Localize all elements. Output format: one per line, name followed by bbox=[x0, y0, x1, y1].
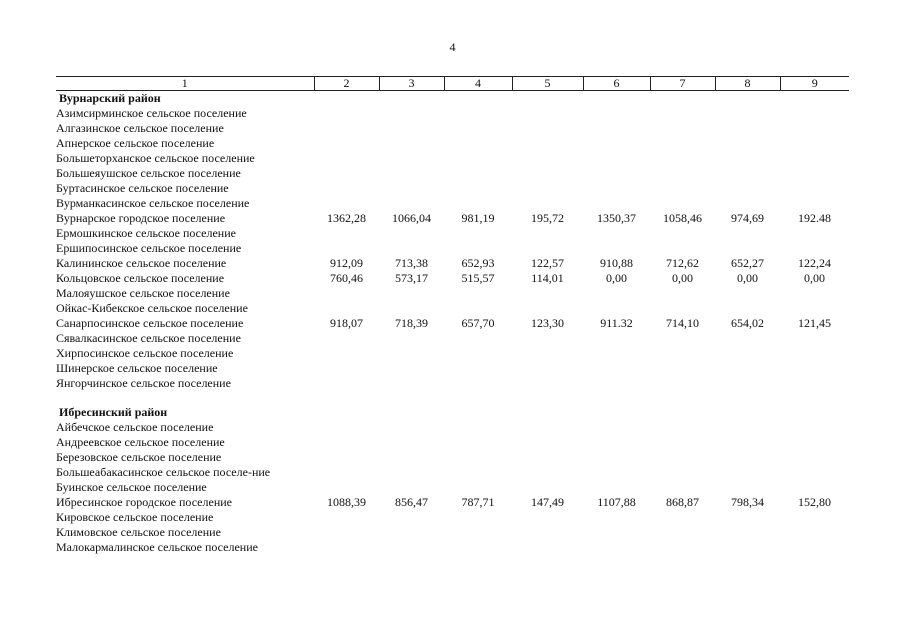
value-col-9 bbox=[780, 226, 849, 241]
value-col-4 bbox=[444, 196, 512, 211]
value-col-6 bbox=[583, 166, 650, 181]
table-row bbox=[56, 540, 849, 555]
value-col-7 bbox=[650, 376, 715, 391]
value-col-7 bbox=[650, 480, 715, 495]
value-col-2: 1088,39 bbox=[327, 495, 366, 509]
value-col-5 bbox=[512, 435, 583, 450]
settlement-name: Ермошкинское сельское поселение bbox=[56, 226, 236, 240]
value-col-4 bbox=[444, 361, 512, 376]
value-col-7 bbox=[650, 435, 715, 450]
value-col-5 bbox=[512, 121, 583, 136]
value-col-3 bbox=[379, 361, 444, 376]
column-header-9: 9 bbox=[780, 77, 849, 91]
settlement-name: Вурманкасинское сельское поселение bbox=[56, 196, 250, 210]
value-col-9: 122,24 bbox=[798, 256, 831, 270]
table-row bbox=[56, 465, 849, 480]
value-col-3 bbox=[379, 286, 444, 301]
settlement-name: Буртасинское сельское поселение bbox=[56, 181, 229, 195]
value-col-5 bbox=[512, 226, 583, 241]
value-col-2 bbox=[314, 376, 379, 391]
section-spacer bbox=[56, 391, 849, 405]
value-col-2 bbox=[314, 420, 379, 435]
value-col-4: 657,70 bbox=[461, 316, 495, 330]
value-col-4 bbox=[444, 166, 512, 181]
value-col-6 bbox=[583, 525, 650, 540]
value-col-6 bbox=[583, 121, 650, 136]
column-header-5: 5 bbox=[512, 77, 583, 91]
value-col-4 bbox=[444, 181, 512, 196]
table-row bbox=[56, 435, 849, 450]
table-row bbox=[56, 301, 849, 316]
value-col-5 bbox=[512, 540, 583, 555]
value-col-7 bbox=[650, 331, 715, 346]
value-col-5 bbox=[512, 331, 583, 346]
value-col-2 bbox=[314, 196, 379, 211]
value-col-5 bbox=[512, 196, 583, 211]
settlement-name: Кольцовское сельское поселение bbox=[56, 271, 225, 285]
value-col-2 bbox=[314, 361, 379, 376]
value-col-7 bbox=[650, 346, 715, 361]
value-col-4 bbox=[444, 151, 512, 166]
settlement-name: Андреевское сельское поселение bbox=[56, 435, 225, 449]
value-col-8 bbox=[715, 151, 780, 166]
settlement-name: Малояушское сельское поселение bbox=[56, 286, 230, 300]
value-col-2 bbox=[314, 331, 379, 346]
value-col-8 bbox=[715, 121, 780, 136]
value-col-7 bbox=[650, 181, 715, 196]
value-col-6 bbox=[583, 346, 650, 361]
value-col-3 bbox=[379, 346, 444, 361]
value-col-3 bbox=[379, 196, 444, 211]
value-col-6 bbox=[583, 301, 650, 316]
table-row bbox=[56, 241, 849, 256]
value-col-3 bbox=[379, 331, 444, 346]
settlement-name: Малокармалинское сельское поселение bbox=[56, 540, 258, 554]
value-col-9 bbox=[780, 331, 849, 346]
value-col-4 bbox=[444, 346, 512, 361]
value-col-5: 195,72 bbox=[531, 211, 564, 225]
value-col-3 bbox=[379, 465, 444, 480]
value-col-8 bbox=[715, 286, 780, 301]
value-col-4 bbox=[444, 241, 512, 256]
district-name: Ибресинский район bbox=[59, 405, 168, 419]
value-col-9 bbox=[780, 540, 849, 555]
settlement-name: Азимсирминское сельское поселение bbox=[56, 106, 247, 120]
value-col-6 bbox=[583, 331, 650, 346]
value-col-8 bbox=[715, 181, 780, 196]
value-col-5: 123,30 bbox=[531, 316, 564, 330]
settlement-name: Янгорчинское сельское поселение bbox=[56, 376, 231, 390]
value-col-2 bbox=[314, 301, 379, 316]
value-col-8 bbox=[715, 420, 780, 435]
column-header-1: 1 bbox=[56, 77, 314, 91]
table-row bbox=[56, 166, 849, 181]
value-col-6 bbox=[583, 361, 650, 376]
value-col-6: 0,00 bbox=[606, 271, 627, 285]
value-col-7 bbox=[650, 136, 715, 151]
value-col-4 bbox=[444, 450, 512, 465]
settlement-name: Ойкас-Кибекское сельское поселение bbox=[56, 301, 248, 315]
table-row bbox=[56, 331, 849, 346]
value-col-3 bbox=[379, 510, 444, 525]
value-col-9 bbox=[780, 510, 849, 525]
value-col-7: 714,10 bbox=[666, 316, 699, 330]
value-col-9 bbox=[780, 106, 849, 121]
value-col-3: 1066,04 bbox=[392, 211, 431, 225]
value-col-6: 1350,37 bbox=[597, 211, 636, 225]
value-col-5: 114,01 bbox=[531, 271, 564, 285]
value-col-8 bbox=[715, 136, 780, 151]
value-col-3 bbox=[379, 181, 444, 196]
table-row bbox=[56, 525, 849, 540]
value-col-5 bbox=[512, 181, 583, 196]
value-col-6 bbox=[583, 136, 650, 151]
value-col-4 bbox=[444, 435, 512, 450]
value-col-9 bbox=[780, 525, 849, 540]
value-col-9 bbox=[780, 435, 849, 450]
value-col-9 bbox=[780, 450, 849, 465]
table-row bbox=[56, 151, 849, 166]
settlement-name: Большеяушское сельское поселение bbox=[56, 166, 241, 180]
value-col-6: 911.32 bbox=[600, 316, 633, 330]
value-col-7: 0,00 bbox=[672, 271, 693, 285]
value-col-3 bbox=[379, 540, 444, 555]
value-col-2: 918,07 bbox=[330, 316, 363, 330]
value-col-2 bbox=[314, 151, 379, 166]
district-name: Вурнарский район bbox=[59, 91, 161, 105]
header-row bbox=[56, 77, 849, 91]
value-col-2: 912,09 bbox=[330, 256, 363, 270]
settlement-name: Березовское сельское поселение bbox=[56, 450, 222, 464]
value-col-6 bbox=[583, 465, 650, 480]
value-col-9 bbox=[780, 121, 849, 136]
table-row bbox=[56, 495, 849, 510]
table-row bbox=[56, 361, 849, 376]
value-col-8 bbox=[715, 465, 780, 480]
settlement-name: Хирпосинское сельское поселение bbox=[56, 346, 234, 360]
value-col-3 bbox=[379, 151, 444, 166]
value-col-4 bbox=[444, 136, 512, 151]
value-col-5 bbox=[512, 420, 583, 435]
table-row bbox=[56, 286, 849, 301]
value-col-5: 122,57 bbox=[531, 256, 564, 270]
value-col-6 bbox=[583, 376, 650, 391]
value-col-7 bbox=[650, 361, 715, 376]
value-col-8 bbox=[715, 226, 780, 241]
value-col-9: 0,00 bbox=[804, 271, 825, 285]
value-col-8 bbox=[715, 450, 780, 465]
value-col-5 bbox=[512, 241, 583, 256]
table-row bbox=[56, 316, 849, 331]
column-header-3: 3 bbox=[379, 77, 444, 91]
value-col-8 bbox=[715, 166, 780, 181]
settlement-name: Буинское сельское поселение bbox=[56, 480, 207, 494]
value-col-5 bbox=[512, 301, 583, 316]
value-col-6 bbox=[583, 286, 650, 301]
value-col-2 bbox=[314, 525, 379, 540]
value-col-8: 652,27 bbox=[731, 256, 764, 270]
value-col-7 bbox=[650, 166, 715, 181]
value-col-2 bbox=[314, 121, 379, 136]
value-col-6 bbox=[583, 106, 650, 121]
value-col-6 bbox=[583, 226, 650, 241]
value-col-5 bbox=[512, 136, 583, 151]
value-col-5 bbox=[512, 166, 583, 181]
value-col-8 bbox=[715, 510, 780, 525]
value-col-5 bbox=[512, 480, 583, 495]
value-col-7 bbox=[650, 510, 715, 525]
table-row bbox=[56, 271, 849, 286]
value-col-8 bbox=[715, 346, 780, 361]
value-col-2 bbox=[314, 226, 379, 241]
value-col-4 bbox=[444, 510, 512, 525]
value-col-8 bbox=[715, 525, 780, 540]
value-col-8 bbox=[715, 241, 780, 256]
value-col-6 bbox=[583, 196, 650, 211]
settlement-name: Сявалкасинское сельское поселение bbox=[56, 331, 241, 345]
value-col-4: 652,93 bbox=[461, 256, 495, 270]
value-col-2 bbox=[314, 435, 379, 450]
value-col-3 bbox=[379, 420, 444, 435]
settlement-name: Шинерское сельское поселение bbox=[56, 361, 218, 375]
value-col-7 bbox=[650, 286, 715, 301]
value-col-8: 974,69 bbox=[731, 211, 764, 225]
settlement-name: Большеабакасинское сельское поселе-ние bbox=[56, 465, 271, 479]
value-col-5 bbox=[512, 525, 583, 540]
value-col-8 bbox=[715, 540, 780, 555]
table-row bbox=[56, 136, 849, 151]
value-col-2 bbox=[314, 346, 379, 361]
value-col-9 bbox=[780, 465, 849, 480]
value-col-5 bbox=[512, 510, 583, 525]
table-row bbox=[56, 106, 849, 121]
value-col-2 bbox=[314, 136, 379, 151]
value-col-9 bbox=[780, 346, 849, 361]
value-col-9 bbox=[780, 166, 849, 181]
settlement-name: Климовское сельское поселение bbox=[56, 525, 221, 539]
column-header-2: 2 bbox=[314, 77, 379, 91]
settlement-name: Ибресинское городское поселение bbox=[56, 495, 232, 509]
value-col-5 bbox=[512, 450, 583, 465]
value-col-2 bbox=[314, 480, 379, 495]
table-row bbox=[56, 346, 849, 361]
value-col-8: 654,02 bbox=[731, 316, 764, 330]
district-heading-row bbox=[56, 91, 849, 107]
value-col-9 bbox=[780, 196, 849, 211]
value-col-2: 1362,28 bbox=[327, 211, 366, 225]
value-col-9: 152,80 bbox=[798, 495, 831, 509]
value-col-2 bbox=[314, 450, 379, 465]
data-table bbox=[56, 76, 849, 555]
value-col-3 bbox=[379, 136, 444, 151]
value-col-9 bbox=[780, 151, 849, 166]
settlement-name: Большеторханское сельское поселение bbox=[56, 151, 255, 165]
value-col-9 bbox=[780, 301, 849, 316]
table-row bbox=[56, 256, 849, 271]
settlement-name: Апнерское сельское поселение bbox=[56, 136, 215, 150]
value-col-6 bbox=[583, 450, 650, 465]
value-col-9: 192.48 bbox=[798, 211, 831, 225]
settlement-name: Вурнарское городское поселение bbox=[56, 211, 226, 225]
value-col-3 bbox=[379, 480, 444, 495]
value-col-8 bbox=[715, 361, 780, 376]
value-col-8: 798,34 bbox=[731, 495, 764, 509]
value-col-8 bbox=[715, 435, 780, 450]
table-row bbox=[56, 480, 849, 495]
value-col-4 bbox=[444, 286, 512, 301]
table-row bbox=[56, 211, 849, 226]
value-col-7 bbox=[650, 540, 715, 555]
value-col-7 bbox=[650, 151, 715, 166]
settlement-name: Айбечское сельское поселение bbox=[56, 420, 214, 434]
value-col-9 bbox=[780, 136, 849, 151]
value-col-8 bbox=[715, 480, 780, 495]
value-col-8 bbox=[715, 301, 780, 316]
value-col-9 bbox=[780, 376, 849, 391]
value-col-2 bbox=[314, 241, 379, 256]
value-col-7 bbox=[650, 241, 715, 256]
value-col-6: 1107,88 bbox=[597, 495, 636, 509]
value-col-3 bbox=[379, 226, 444, 241]
table-row bbox=[56, 196, 849, 211]
value-col-2 bbox=[314, 106, 379, 121]
value-col-2 bbox=[314, 166, 379, 181]
value-col-4 bbox=[444, 376, 512, 391]
value-col-3 bbox=[379, 166, 444, 181]
value-col-4: 787,71 bbox=[461, 495, 495, 509]
value-col-4 bbox=[444, 420, 512, 435]
value-col-2 bbox=[314, 465, 379, 480]
value-col-7: 868,87 bbox=[666, 495, 699, 509]
value-col-6 bbox=[583, 181, 650, 196]
value-col-2: 760,46 bbox=[330, 271, 363, 285]
value-col-3 bbox=[379, 121, 444, 136]
value-col-7 bbox=[650, 196, 715, 211]
value-col-6 bbox=[583, 540, 650, 555]
settlement-name: Ершипосинское сельское поселение bbox=[56, 241, 242, 255]
value-col-4 bbox=[444, 121, 512, 136]
value-col-4 bbox=[444, 480, 512, 495]
value-col-4: 515,57 bbox=[461, 271, 495, 285]
value-col-9 bbox=[780, 420, 849, 435]
value-col-5 bbox=[512, 286, 583, 301]
value-col-8 bbox=[715, 196, 780, 211]
value-col-6: 910,88 bbox=[600, 256, 633, 270]
value-col-7 bbox=[650, 301, 715, 316]
value-col-7 bbox=[650, 106, 715, 121]
value-col-6 bbox=[583, 420, 650, 435]
value-col-3 bbox=[379, 525, 444, 540]
value-col-6 bbox=[583, 510, 650, 525]
value-col-2 bbox=[314, 286, 379, 301]
table-body bbox=[56, 91, 849, 556]
value-col-7 bbox=[650, 420, 715, 435]
value-col-9 bbox=[780, 480, 849, 495]
value-col-6 bbox=[583, 151, 650, 166]
value-col-7 bbox=[650, 121, 715, 136]
value-col-8 bbox=[715, 376, 780, 391]
value-col-7: 1058,46 bbox=[663, 211, 702, 225]
district-heading-row bbox=[56, 405, 849, 420]
value-col-4 bbox=[444, 525, 512, 540]
column-header-8: 8 bbox=[715, 77, 780, 91]
value-col-4 bbox=[444, 226, 512, 241]
value-col-7 bbox=[650, 226, 715, 241]
value-col-2 bbox=[314, 181, 379, 196]
value-col-3: 573,17 bbox=[395, 271, 428, 285]
value-col-7 bbox=[650, 525, 715, 540]
value-col-3 bbox=[379, 376, 444, 391]
value-col-3 bbox=[379, 435, 444, 450]
settlement-name: Санарпосинское сельское поселение bbox=[56, 316, 244, 330]
value-col-5 bbox=[512, 106, 583, 121]
value-col-9 bbox=[780, 181, 849, 196]
table-row bbox=[56, 420, 849, 435]
value-col-4 bbox=[444, 331, 512, 346]
value-col-9 bbox=[780, 241, 849, 256]
value-col-3: 856,47 bbox=[395, 495, 428, 509]
value-col-6 bbox=[583, 480, 650, 495]
table-row bbox=[56, 376, 849, 391]
value-col-5 bbox=[512, 361, 583, 376]
value-col-3: 718,39 bbox=[395, 316, 428, 330]
value-col-4: 981,19 bbox=[461, 211, 495, 225]
value-col-3 bbox=[379, 450, 444, 465]
value-col-9 bbox=[780, 361, 849, 376]
value-col-4 bbox=[444, 540, 512, 555]
column-header-6: 6 bbox=[583, 77, 650, 91]
value-col-5 bbox=[512, 376, 583, 391]
settlement-name: Калининское сельское поселение bbox=[56, 256, 227, 270]
table-row bbox=[56, 226, 849, 241]
value-col-4 bbox=[444, 465, 512, 480]
value-col-6 bbox=[583, 435, 650, 450]
value-col-2 bbox=[314, 540, 379, 555]
value-col-3: 713,38 bbox=[395, 256, 428, 270]
value-col-9 bbox=[780, 286, 849, 301]
value-col-2 bbox=[314, 510, 379, 525]
table-row bbox=[56, 121, 849, 136]
table-row bbox=[56, 510, 849, 525]
column-header-7: 7 bbox=[650, 77, 715, 91]
value-col-8 bbox=[715, 331, 780, 346]
value-col-8 bbox=[715, 106, 780, 121]
value-col-7 bbox=[650, 465, 715, 480]
value-col-3 bbox=[379, 301, 444, 316]
table-row bbox=[56, 450, 849, 465]
value-col-5 bbox=[512, 151, 583, 166]
value-col-4 bbox=[444, 301, 512, 316]
value-col-3 bbox=[379, 241, 444, 256]
settlement-name: Кировское сельское поселение bbox=[56, 510, 214, 524]
table-row bbox=[56, 181, 849, 196]
page-number: 4 bbox=[449, 40, 456, 54]
value-col-8: 0,00 bbox=[737, 271, 758, 285]
value-col-5 bbox=[512, 465, 583, 480]
settlement-name: Алгазинское сельское поселение bbox=[56, 121, 224, 135]
value-col-6 bbox=[583, 241, 650, 256]
value-col-4 bbox=[444, 106, 512, 121]
value-col-5 bbox=[512, 346, 583, 361]
value-col-7: 712,62 bbox=[666, 256, 699, 270]
value-col-9: 121,45 bbox=[798, 316, 831, 330]
value-col-5: 147,49 bbox=[531, 495, 564, 509]
value-col-3 bbox=[379, 106, 444, 121]
column-header-4: 4 bbox=[444, 77, 512, 91]
value-col-7 bbox=[650, 450, 715, 465]
